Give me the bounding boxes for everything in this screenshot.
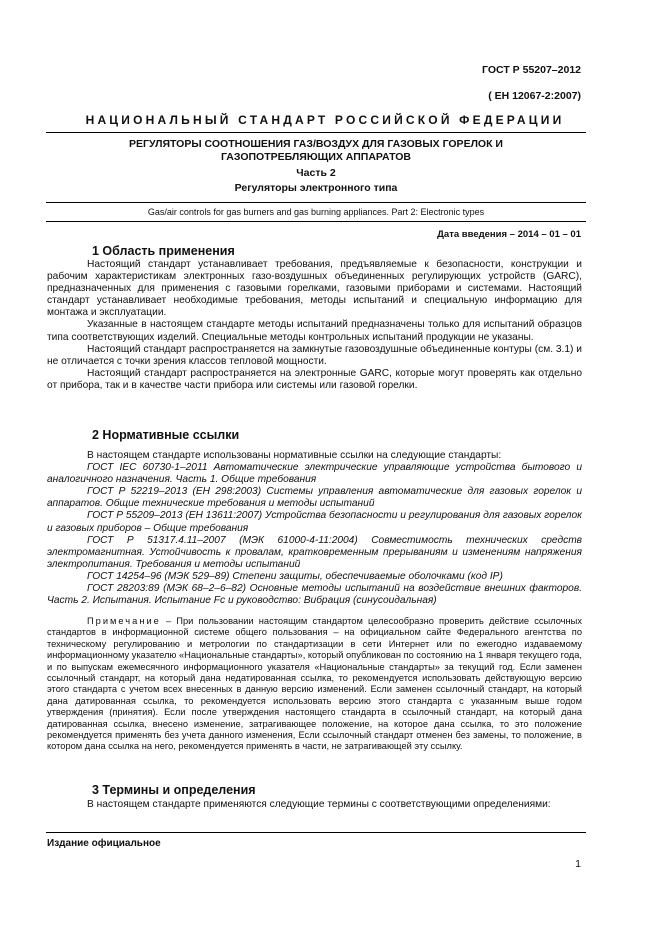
- section-1-paragraph: Указанные в настоящем стандарте методы испытаний предназначены только для испытаний образцов типа соответствующих изделий. Специальные методы контрольных испытаний продукции не указаны.: [47, 319, 582, 343]
- section-1-paragraph: Настоящий стандарт распространяется на электронные GARC, которые могут проверять как отдельно от прибора, так и в качестве части прибора или системы или газовой горелки.: [47, 367, 582, 391]
- section-1-paragraph: Настоящий стандарт устанавливает требования, предъявляемые к безопасности, конструкции и рабочим характеристикам электронных газо-воздушных объединенных регулирующих устройств (GARC), предназначенных для применения с газовыми горелками, газовыми приборами и системами. Настоящий стандарт устанавливает необходимые требования, методы испытаний и специальную информацию для монтажа и эксплуатации.: [47, 259, 582, 319]
- section-1-paragraph: Настоящий стандарт распространяется на замкнутые газовоздушные объединенные контуры (см. 3.1) и не отличается с точки зрения классов тепловой мощности.: [47, 343, 582, 367]
- reference-item: ГОСТ Р 55209–2013 (ЕН 13611:2007) Устройства безопасности и регулирования для газовых горелок и газовых приборов – Общие требования: [47, 510, 582, 534]
- section-2-heading: 2 Нормативные ссылки: [92, 428, 240, 442]
- footer-divider: [46, 832, 586, 833]
- reference-item: ГОСТ IEC 60730-1–2011 Автоматические электрические управляющие устройства бытового и аналогичного назначения. Часть 1. Общие требования: [47, 462, 582, 486]
- english-title: Gas/air controls for gas burners and gas burning appliances. Part 2: Electronic types: [147, 207, 485, 217]
- top-divider: [46, 132, 586, 133]
- section-3-body: [47, 799, 582, 811]
- note-text: – При пользовании настоящим стандартом целесообразно проверить действие ссылочных стандартов в информационной системе общего пользования – на официальном сайте Федерального агентства по техническому регулированию и метрологии по стандартизации в сети Интернет или по ежегодно издаваемому информационному указателю «Национальные стандарты», который опубликован по состоянию на 1 января текущего года, и по выпускам ежемесячного информационного указателя «Национальные стандарты» за текущий год. Если заменен ссылочный стандарт, на который дана недатированная ссылка, то рекомендуется использовать действующую версию этого стандарта с учетом всех внесенных в данную версию изменений. Если заменен ссылочный стандарт, на который дана датированная ссылка, то рекомендуется использовать версию этого стандарта с указанным выше годом утверждения (принятия). Если после утверждения настоящего стандарта в ссылочный стандарт, на который дана датированная ссылка, внесено изменение, затрагивающее положение, на которое дана ссылка, то это положение рекомендуется применять без учета данного изменения, Если ссылочный стандарт отменен без замены, то положение, в котором дана ссылка на него, рекомендуется применять в части, не затрагивающей эту ссылку.: [47, 616, 582, 752]
- english-title-divider: [46, 221, 586, 222]
- reference-item: ГОСТ Р 52219–2013 (ЕН 298:2003) Системы управления автоматические для газовых горелок и аппаратов. Общие технические требования и методы испытаний: [47, 486, 582, 510]
- reference-item: ГОСТ 28203:89 (МЭК 68–2–6–82) Основные методы испытаний на воздействие внешних факторов. Часть 2. Испытания. Испытание Fc и руководство: Вибрация (синусоидальная): [47, 583, 582, 607]
- part-number: Часть 2: [296, 167, 336, 179]
- reference-item: ГОСТ 14254–96 (МЭК 529–89) Степени защиты, обеспечиваемые оболочками (код IP): [87, 570, 503, 582]
- title-line-2: ГАЗОПОТРЕБЛЯЮЩИХ АППАРАТОВ: [221, 151, 411, 163]
- edition-label: Издание официальное: [47, 838, 161, 849]
- references-intro: В настоящем стандарте использованы нормативные ссылки на следующие стандарты:: [87, 450, 502, 461]
- introduction-date: Дата введения – 2014 – 01 – 01: [437, 229, 581, 240]
- section-1-heading: 1 Область применения: [92, 244, 235, 258]
- section-2-body: [47, 450, 582, 607]
- section-3-heading: 3 Термины и определения: [92, 783, 256, 797]
- reference-note: [47, 616, 582, 753]
- title-line-1: РЕГУЛЯТОРЫ СООТНОШЕНИЯ ГАЗ/ВОЗДУХ ДЛЯ ГАЗОВЫХ ГОРЕЛОК И: [129, 138, 503, 150]
- national-standard-banner: НАЦИОНАЛЬНЫЙ СТАНДАРТ РОССИЙСКОЙ ФЕДЕРАЦИИ: [85, 113, 565, 127]
- note-label: Примечание: [87, 616, 161, 626]
- reference-item: ГОСТ Р 51317.4.11–2007 (МЭК 61000-4-11:2004) Совместимость технических средств электромагнитная. Устойчивость к провалам, кратковременным прерываниям и изменениям напряжения электропитания. Требования и методы испытаний: [47, 534, 582, 570]
- section-1-body: [47, 259, 582, 392]
- doc-number: ГОСТ Р 55207–2012: [482, 64, 581, 76]
- en-reference: ( ЕН 12067-2:2007): [488, 90, 581, 102]
- title-divider: [46, 202, 586, 203]
- document-subtitle: Регуляторы электронного типа: [234, 182, 398, 194]
- page-number: 1: [575, 858, 581, 870]
- section-3-paragraph: В настоящем стандарте применяются следующие термины с соответствующими определениями:: [87, 799, 551, 810]
